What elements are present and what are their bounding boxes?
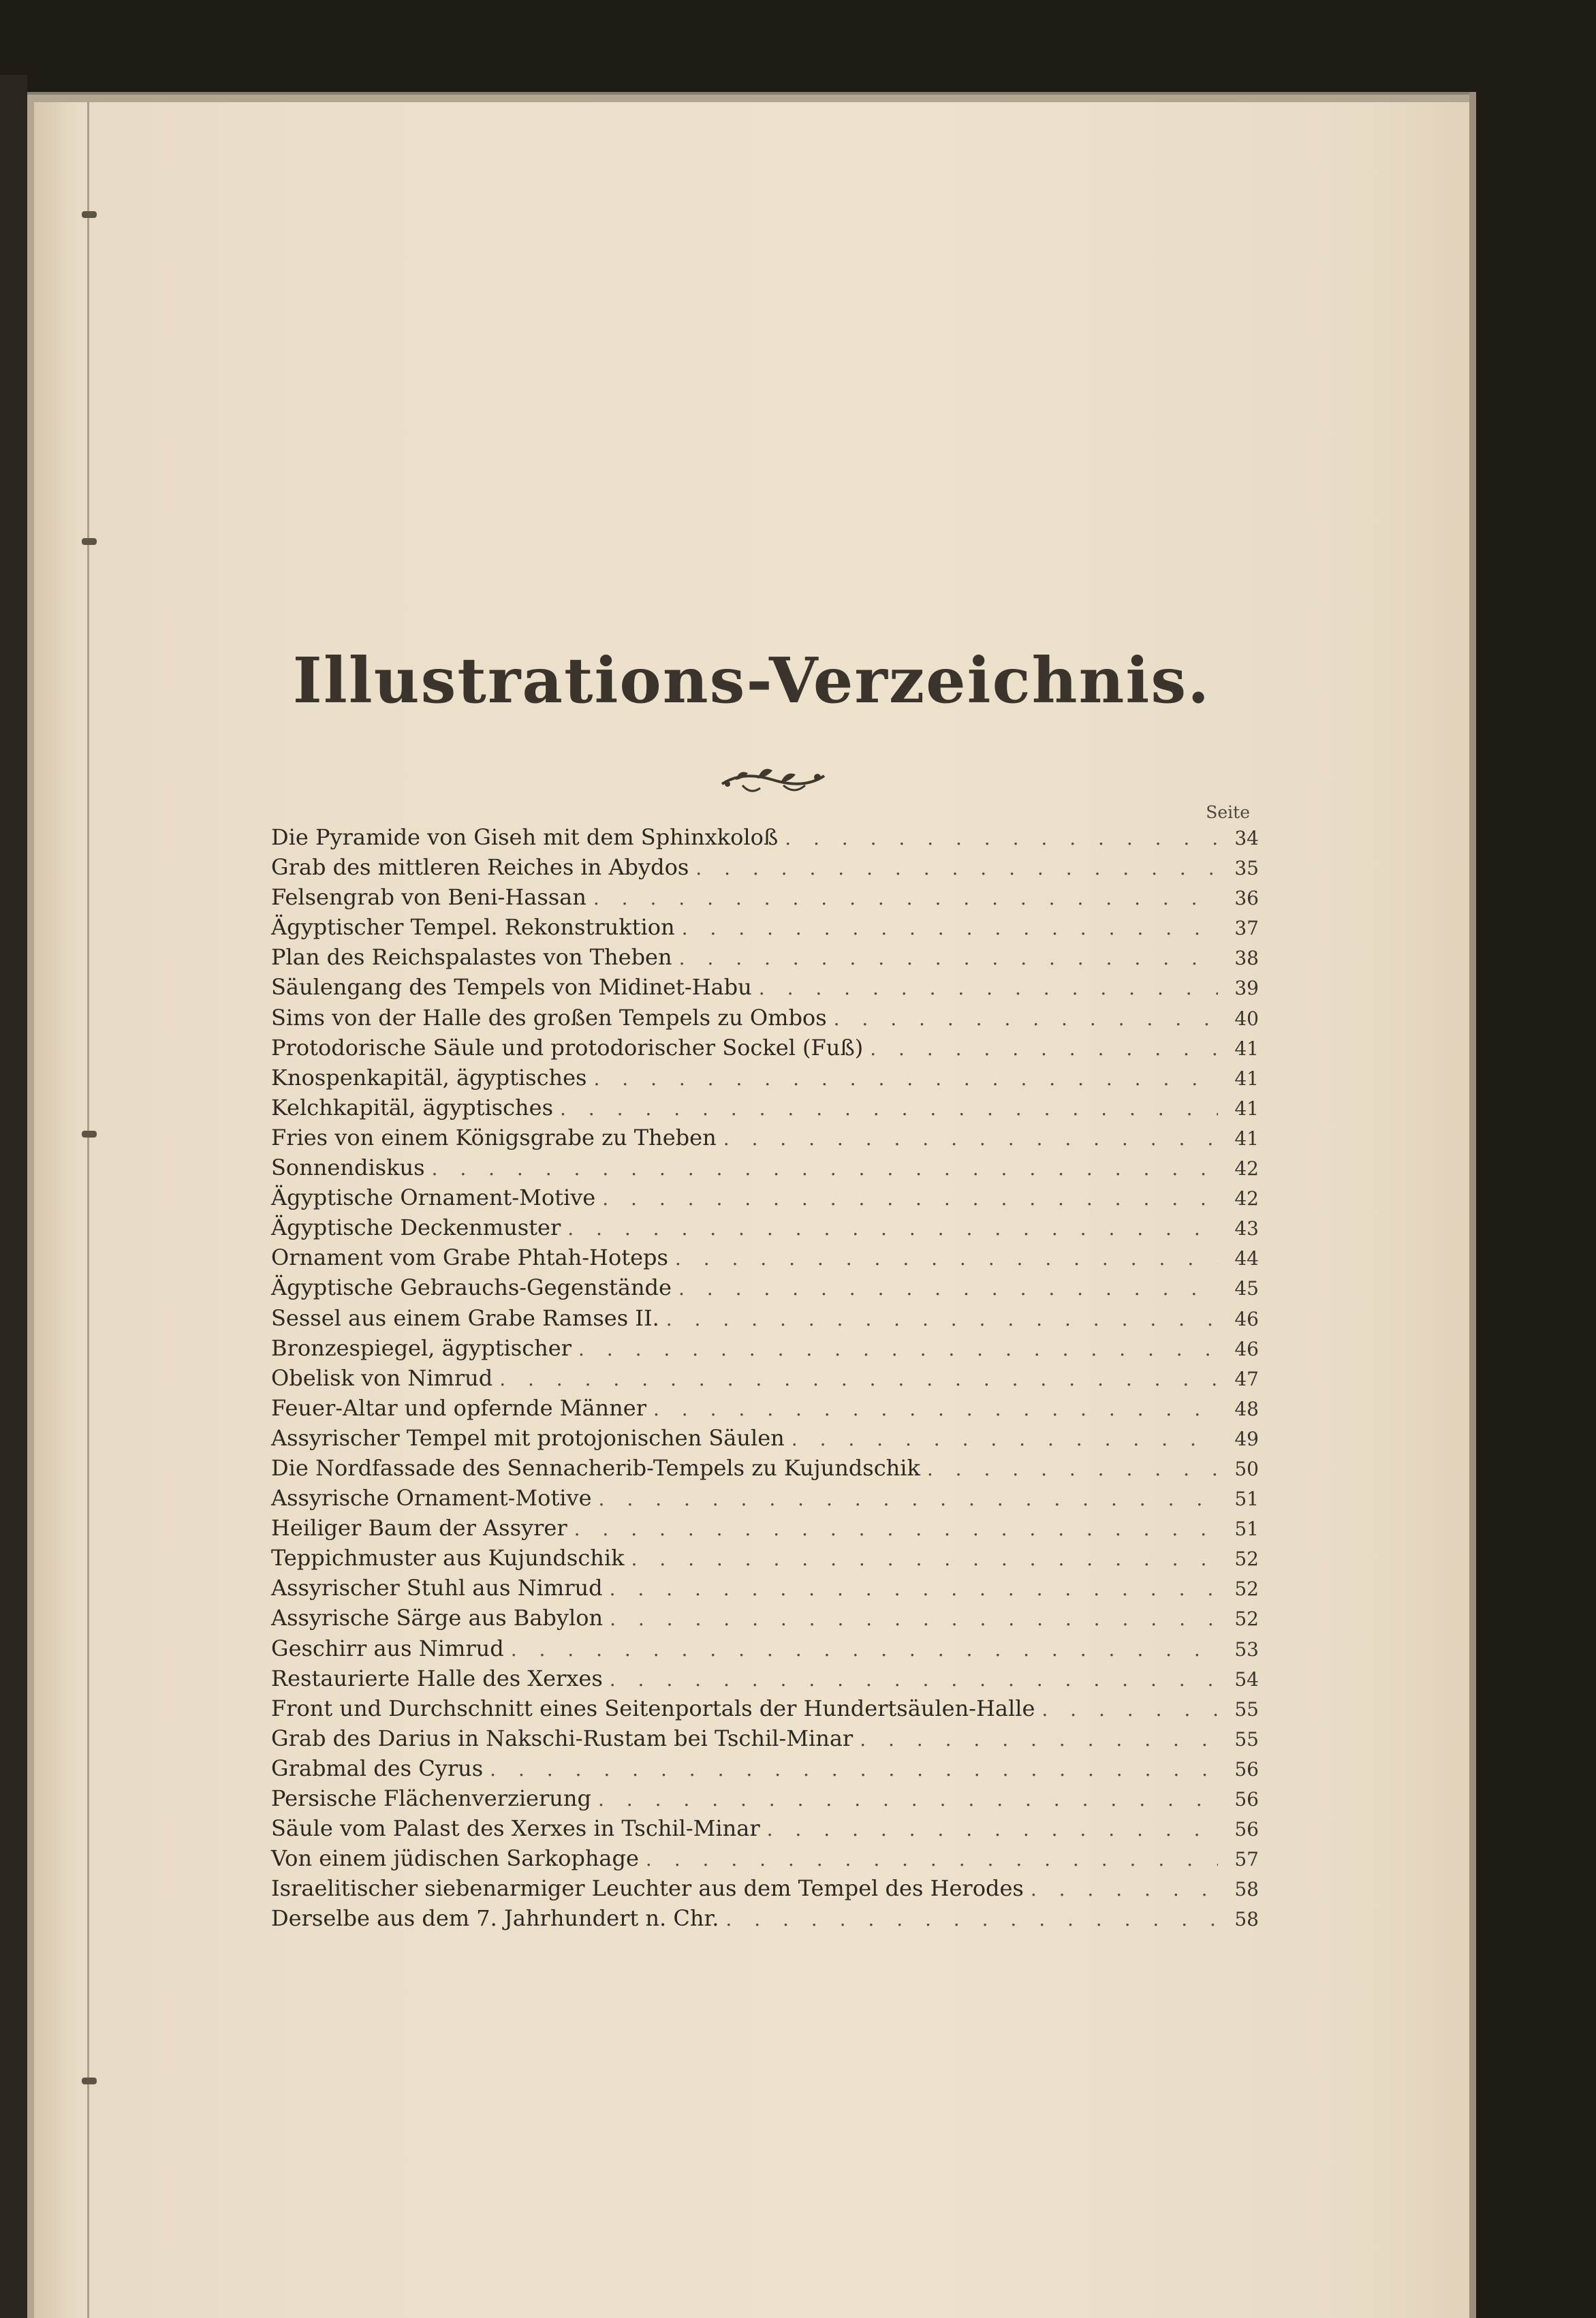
toc-entry-title: Persische Flächenverzierung [271,1785,591,1811]
page-title: Illustrations-Verzeichnis. [292,644,1211,717]
toc-entry [271,1515,1259,1545]
toc-entry-page: 52 [1234,1548,1259,1571]
toc-entry-page: 40 [1234,1007,1259,1030]
toc-entry [271,914,1259,944]
toc-entry-title: Feuer-Altar und opfernde Männer [271,1394,646,1421]
dot-leader [586,1067,1218,1090]
toc-entry-page: 45 [1234,1277,1259,1300]
toc-entry [271,1065,1259,1095]
toc-entry-page: 53 [1234,1638,1259,1661]
toc-entry-page: 43 [1234,1217,1259,1240]
toc-entry-title: Israelitischer siebenarmiger Leuchter aus dem Tempel des Herodes [271,1875,1024,1902]
dot-leader [572,1338,1218,1360]
toc-entry-title: Ägyptische Deckenmuster [271,1215,561,1241]
toc-entry [271,1005,1259,1035]
dot-leader [1035,1698,1218,1721]
dot-leader [672,947,1218,969]
toc-entry-page: 41 [1234,1037,1259,1060]
dot-leader [504,1638,1218,1661]
toc-entry-page: 52 [1234,1608,1259,1631]
toc-entry-page: 52 [1234,1578,1259,1601]
toc-entry-page: 58 [1234,1878,1259,1901]
toc-entry [271,1635,1259,1665]
toc-entry-title: Sessel aus einem Grabe Ramses II. [271,1304,659,1331]
toc-entry [271,1125,1259,1155]
toc-entry [271,1665,1259,1695]
dot-leader [752,977,1218,999]
dot-leader [863,1037,1218,1060]
toc-entry-title: Protodorische Säule und protodorischer Sockel (Fuß) [271,1034,864,1061]
dot-leader [675,917,1218,939]
toc-entry [271,1155,1259,1185]
dot-leader [603,1668,1218,1691]
toc-entry [271,1605,1259,1635]
previous-page-edge [0,75,27,2318]
floral-vignette-icon [715,758,831,799]
dot-leader [603,1608,1218,1630]
toc-entry [271,1215,1259,1244]
binding-stitch [82,211,97,218]
toc-entry-page: 36 [1234,887,1259,910]
toc-entry-title: Sims von der Halle des großen Tempels zu Ombos [271,1004,827,1031]
toc-entry [271,824,1259,854]
toc-entry-title: Obelisk von Nimrud [271,1364,493,1391]
binding-stitch [82,1131,97,1138]
toc-entry [271,1875,1259,1905]
toc-entry-title: Grabmal des Cyrus [271,1755,484,1781]
toc-entry-page: 46 [1234,1337,1259,1360]
toc-entry-page: 42 [1234,1157,1259,1180]
toc-entry-title: Säule vom Palast des Xerxes in Tschil-Minar [271,1815,760,1842]
toc-entry-page: 51 [1234,1518,1259,1541]
toc-entry-page: 56 [1234,1788,1259,1811]
toc-entry-title: Ägyptische Gebrauchs-Gegenstände [271,1274,672,1301]
toc-entry-page: 48 [1234,1397,1259,1420]
toc-entry-title: Assyrischer Stuhl aus Nimrud [271,1575,603,1601]
toc-entry [271,1905,1259,1935]
toc-entry-page: 38 [1234,947,1259,970]
toc-entry-title: Derselbe aus dem 7. Jahrhundert n. Chr. [271,1905,719,1932]
toc-entry-title: Knospenkapitäl, ägyptisches [271,1064,587,1091]
toc-entry [271,944,1259,974]
toc-entry-page: 41 [1234,1097,1259,1120]
dot-leader [853,1728,1218,1751]
dot-leader [567,1518,1218,1540]
toc-entry-title: Geschirr aus Nimrud [271,1635,504,1661]
toc-entry-title: Ägyptische Ornament-Motive [271,1185,596,1211]
dot-leader [646,1398,1218,1420]
toc-entry [271,1725,1259,1755]
page-column-label: Seite [1206,802,1250,822]
toc-entry-title: Kelchkapitäl, ägyptisches [271,1094,553,1121]
toc-entry-title: Plan des Reichspalastes von Theben [271,944,672,971]
toc-entry-title: Felsengrab von Beni-Hassan [271,884,586,911]
toc-entry [271,1845,1259,1875]
dot-leader [920,1458,1218,1480]
binding-stitch [82,538,97,545]
toc-entry [271,1695,1259,1725]
toc-entry-page: 51 [1234,1488,1259,1511]
toc-entry-title: Die Pyramide von Giseh mit dem Sphinxkoloß [271,824,779,850]
toc-entry [271,1545,1259,1575]
toc-entry-page: 55 [1234,1727,1259,1751]
toc-entry-page: 37 [1234,917,1259,940]
toc-entry-title: Assyrische Ornament-Motive [271,1485,592,1512]
dot-leader [591,1788,1218,1811]
illustrations-list [271,824,1259,1935]
toc-entry-title: Heiliger Baum der Assyrer [271,1515,567,1541]
toc-entry-title: Säulengang des Tempels von Midinet-Habu [271,974,752,1001]
book-page [34,102,1469,2318]
dot-leader [624,1548,1218,1570]
binding-gutter [87,102,89,2318]
toc-entry-page: 55 [1234,1697,1259,1721]
page-edge-shadow [1469,92,1476,2318]
toc-entry-page: 56 [1234,1818,1259,1841]
toc-entry [271,854,1259,884]
dot-leader [592,1488,1218,1510]
dot-leader [659,1308,1218,1330]
dot-leader [668,1247,1218,1270]
toc-entry-page: 47 [1234,1367,1259,1390]
toc-entry [271,1395,1259,1425]
dot-leader [595,1187,1218,1210]
toc-entry-page: 34 [1234,827,1259,849]
toc-entry-page: 58 [1234,1908,1259,1931]
toc-entry-title: Assyrische Särge aus Babylon [271,1605,604,1631]
toc-entry-page: 42 [1234,1187,1259,1210]
toc-entry [271,1425,1259,1455]
toc-entry [271,1455,1259,1485]
dot-leader [1024,1878,1218,1900]
dot-leader [425,1157,1218,1180]
toc-entry-page: 57 [1234,1848,1259,1871]
dot-leader [492,1368,1218,1390]
dot-leader [827,1007,1218,1030]
dot-leader [672,1277,1218,1300]
toc-entry [271,1185,1259,1215]
dot-leader [561,1217,1218,1240]
dot-leader [586,887,1218,909]
toc-entry-title: Sonnendiskus [271,1155,425,1181]
dot-leader [719,1908,1218,1930]
toc-entry-page: 41 [1234,1127,1259,1150]
toc-entry-title: Front und Durchschnitt eines Seitenportals der Hundertsäulen-Halle [271,1695,1035,1721]
dot-leader [483,1758,1218,1781]
toc-entry-page: 44 [1234,1247,1259,1270]
toc-entry [271,1035,1259,1065]
toc-entry [271,1485,1259,1515]
toc-entry-title: Die Nordfassade des Sennacherib-Tempels zu Kujundschik [271,1454,920,1481]
dot-leader [717,1127,1218,1150]
toc-entry [271,1335,1259,1365]
toc-entry [271,1365,1259,1395]
toc-entry-title: Assyrischer Tempel mit protojonischen Säulen [271,1424,785,1451]
toc-entry [271,1755,1259,1785]
toc-entry-page: 56 [1234,1757,1259,1781]
dot-leader [553,1097,1218,1120]
toc-entry [271,1305,1259,1335]
toc-entry-title: Fries von einem Königsgrabe zu Theben [271,1124,717,1150]
toc-entry-title: Ornament vom Grabe Phtah-Hoteps [271,1244,668,1271]
toc-entry [271,1095,1259,1125]
toc-entry [271,1815,1259,1845]
toc-entry-title: Grab des Darius in Nakschi-Rustam bei Tschil-Minar [271,1725,854,1751]
dot-leader [639,1848,1218,1870]
toc-entry [271,974,1259,1004]
toc-entry-page: 41 [1234,1067,1259,1090]
dot-leader [760,1818,1218,1841]
toc-entry [271,1274,1259,1304]
toc-entry-page: 49 [1234,1427,1259,1450]
toc-entry-page: 35 [1234,857,1259,880]
toc-entry [271,1244,1259,1274]
dot-leader [785,1428,1218,1450]
toc-entry-title: Von einem jüdischen Sarkophage [271,1845,639,1872]
toc-entry-page: 54 [1234,1667,1259,1691]
toc-entry [271,1785,1259,1815]
toc-entry-page: 46 [1234,1307,1259,1330]
toc-entry-title: Bronzespiegel, ägyptischer [271,1334,572,1361]
toc-entry-page: 50 [1234,1457,1259,1480]
binding-stitch [82,2078,97,2084]
toc-entry-title: Ägyptischer Tempel. Rekonstruktion [271,914,675,941]
dot-leader [689,857,1218,879]
toc-entry [271,884,1259,914]
toc-entry [271,1575,1259,1605]
toc-entry-title: Grab des mittleren Reiches in Abydos [271,854,689,881]
dot-leader [778,827,1218,849]
toc-entry-title: Teppichmuster aus Kujundschik [271,1545,625,1571]
toc-entry-page: 39 [1234,977,1259,1000]
toc-entry-title: Restaurierte Halle des Xerxes [271,1665,603,1691]
dot-leader [603,1578,1218,1600]
